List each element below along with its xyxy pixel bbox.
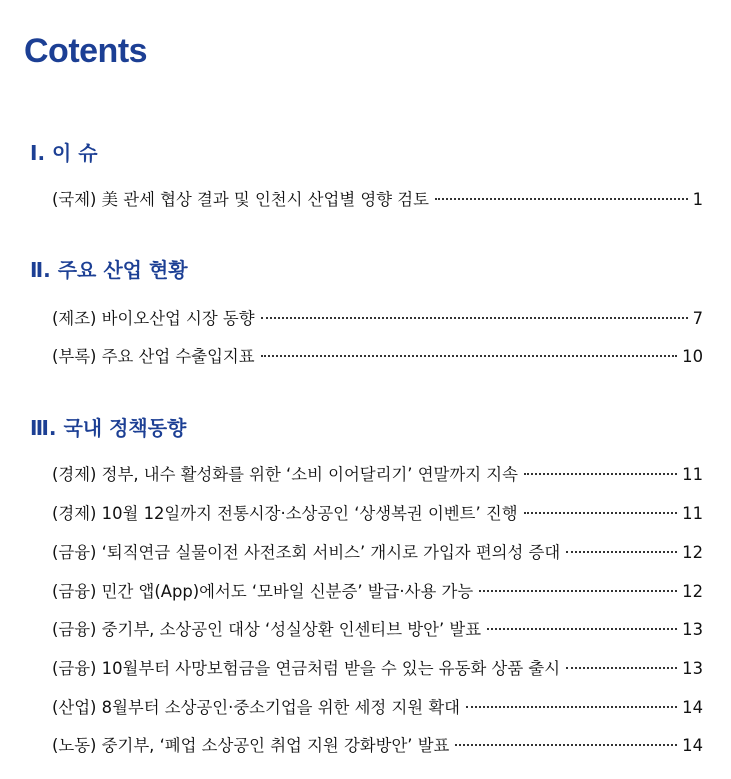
toc-entry[interactable]	[52, 342, 703, 372]
toc-leader-dots	[566, 551, 677, 553]
toc-entry-text: (산업) 8월부터 소상공인·중소기업을 위한 세정 지원 확대	[52, 698, 461, 717]
section-heading-2: Ⅱ. 주요 산업 현황	[30, 258, 188, 282]
toc-entry-text: (부록) 주요 산업 수출입지표	[52, 347, 255, 366]
toc-page-number: 11	[682, 465, 703, 484]
toc-page-number: 12	[682, 582, 703, 601]
toc-entry[interactable]	[52, 731, 703, 761]
toc-page-number: 14	[682, 736, 703, 755]
toc-page-number: 12	[682, 543, 703, 562]
toc-entry[interactable]	[52, 654, 703, 684]
toc-leader-dots	[261, 355, 678, 357]
toc-page-number: 13	[682, 620, 703, 639]
toc-leader-dots	[435, 198, 688, 200]
toc-leader-dots	[524, 512, 678, 514]
toc-leader-dots	[455, 744, 677, 746]
toc-leader-dots	[566, 667, 677, 669]
toc-entry-text: (경제) 10월 12일까지 전통시장·소상공인 ‘상생복권 이벤트’ 진행	[52, 504, 518, 523]
toc-page-number: 10	[682, 347, 703, 366]
toc-entry[interactable]	[52, 577, 703, 607]
toc-leader-dots	[524, 473, 677, 475]
toc-page-number: 1	[692, 190, 703, 209]
toc-entry[interactable]	[52, 499, 703, 529]
toc-entry[interactable]	[52, 615, 703, 645]
toc-entry-text: (국제) 美 관세 협상 결과 및 인천시 산업별 영향 검토	[52, 190, 429, 209]
toc-entry[interactable]	[52, 460, 703, 490]
toc-entry-text: (경제) 정부, 내수 활성화를 위한 ‘소비 이어달리기’ 연말까지 지속	[52, 465, 518, 484]
toc-entry-text: (금융) 민간 앱(App)에서도 ‘모바일 신분증’ 발급·사용 가능	[52, 582, 474, 601]
toc-page-number: 13	[682, 659, 703, 678]
toc-page-number: 7	[692, 309, 703, 328]
toc-entry-text: (제조) 바이오산업 시장 동향	[52, 309, 255, 328]
toc-entry-text: (금융) 중기부, 소상공인 대상 ‘성실상환 인센티브 방안’ 발표	[52, 620, 482, 639]
section-heading-3: Ⅲ. 국내 정책동향	[30, 416, 187, 440]
toc-entry[interactable]	[52, 304, 703, 334]
toc-entry-text: (금융) ‘퇴직연금 실물이전 사전조회 서비스’ 개시로 가입자 편의성 증대	[52, 543, 561, 562]
page-title: Cotents	[24, 32, 148, 70]
toc-entry-text: (노동) 중기부, ‘폐업 소상공인 취업 지원 강화방안’ 발표	[52, 736, 450, 755]
toc-leader-dots	[261, 317, 688, 319]
toc-leader-dots	[479, 590, 677, 592]
section-heading-1: Ⅰ. 이 슈	[30, 141, 98, 165]
toc-entry-text: (금융) 10월부터 사망보험금을 연금처럼 받을 수 있는 유동화 상품 출시	[52, 659, 561, 678]
toc-entry[interactable]	[52, 185, 703, 215]
toc-leader-dots	[487, 628, 677, 630]
toc-leader-dots	[466, 706, 677, 708]
toc-page-number: 14	[682, 698, 703, 717]
toc-entry[interactable]	[52, 693, 703, 723]
toc-entry[interactable]	[52, 538, 703, 568]
toc-page-number: 11	[682, 504, 703, 523]
